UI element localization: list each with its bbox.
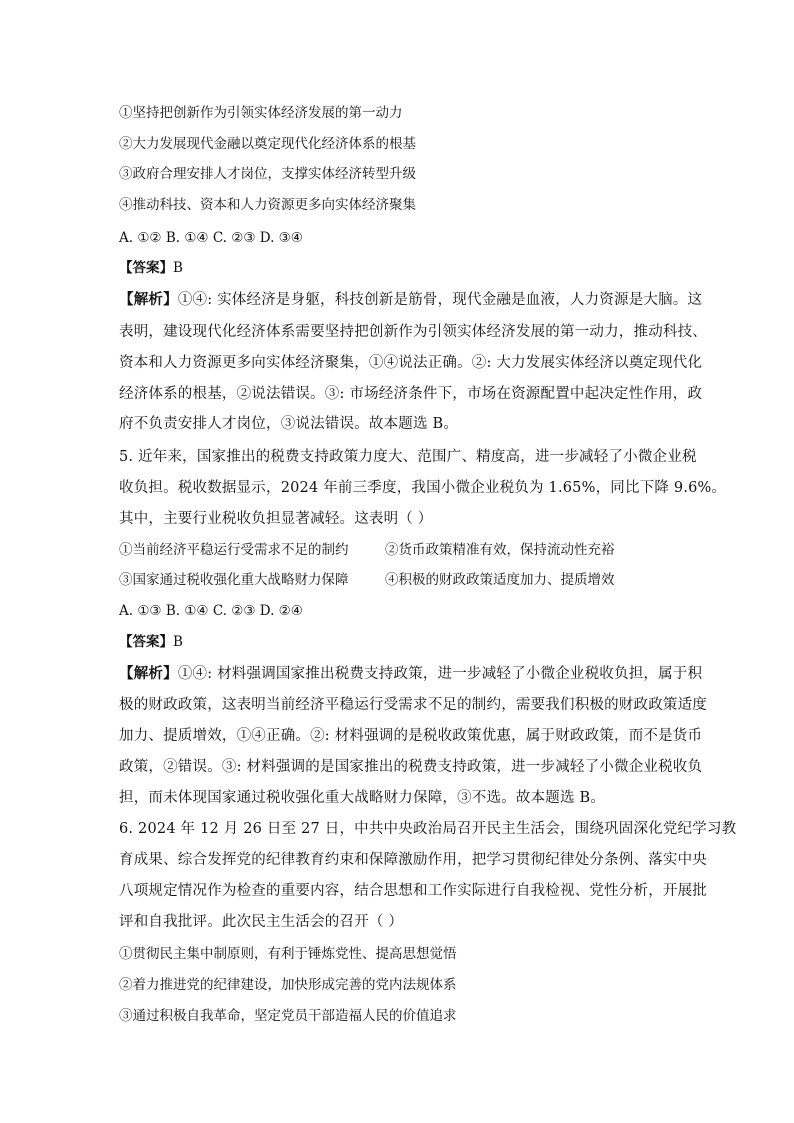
q4-analysis-line-3: 资本和人力资源更多向实体经济聚集，①④说法正确。②: 大力发展实体经济以奠定现代化	[119, 355, 703, 371]
q5-choices: A. ①③ B. ①④ C. ②③ D. ②④	[119, 603, 303, 619]
q5-stem-line-1: 5. 近年来，国家推出的税费支持政策力度大、范围广、精度高，进一步减轻了小微企业税	[119, 449, 697, 465]
q4-answer-value: B	[173, 260, 183, 276]
q5-option-row-2	[119, 570, 615, 590]
q5-answer-value: B	[173, 634, 183, 650]
q5-analysis-text-1: ①④: 材料强调国家推出税费支持政策，进一步减轻了小微企业税收负担，属于积	[177, 666, 703, 682]
q6-stem-line-1: 6. 2024 年 12 月 26 日至 27 日，中共中央政治局召开民主生活会，围绕巩固深化党纪学习教	[119, 821, 737, 837]
q6-stem-line-2: 育成果、综合发挥党的纪律教育约束和保障激励作用，把学习贯彻纪律处分条例、落实中央	[119, 852, 707, 868]
q6-stem-line-4: 评和自我批评。此次民主生活会的召开（ ）	[119, 914, 404, 930]
q5-analysis-line-5: 担，而未体现国家通过税收强化重大战略财力保障，③不选。故本题选 B。	[119, 790, 606, 806]
q5-option-3: ③国家通过税收强化重大战略财力保障	[119, 572, 349, 588]
q4-option-3: ③政府合理安排人才岗位，支撑实体经济转型升级	[119, 166, 416, 182]
q4-option-1: ①坚持把创新作为引领实体经济发展的第一动力	[119, 105, 403, 121]
q5-option-4: ④积极的财政政策适度加力、提质增效	[385, 572, 615, 588]
q5-answer-row	[119, 632, 183, 652]
q4-choices: A. ①② B. ①④ C. ②③ D. ③④	[119, 230, 303, 246]
q5-analysis-line-3: 加力、提质增效，①④正确。②: 材料强调的是税收政策优惠，属于财政政策，而不是货币	[119, 728, 703, 744]
q4-analysis-line-5: 府不负责安排人才岗位，③说法错误。故本题选 B。	[119, 416, 459, 432]
q4-analysis-line-4: 经济体系的根基，②说法错误。③: 市场经济条件下，市场在资源配置中起决定性作用，政	[119, 386, 703, 402]
q5-stem-line-2: 收负担。税收数据显示，2024 年前三季度，我国小微企业税负为 1.65%，同比下降 9.6%。	[119, 480, 727, 496]
q5-option-1: ①当前经济平稳运行受需求不足的制约	[119, 542, 349, 558]
q5-analysis-line-4: 政策，②错误。③: 材料强调的是国家推出的税费支持政策，进一步减轻了小微企业税收负	[119, 759, 703, 775]
q4-analysis-text-1: ①④: 实体经济是身躯，科技创新是筋骨，现代金融是血液，人力资源是大脑。这	[177, 292, 703, 308]
q4-option-4: ④推动科技、资本和人力资源更多向实体经济聚集	[119, 197, 416, 213]
q5-option-2: ②货币政策精准有效，保持流动性充裕	[385, 542, 615, 558]
q5-stem-line-3: 其中，主要行业税收负担显著减轻。这表明（ ）	[119, 511, 433, 527]
q5-analysis-line-1	[119, 664, 702, 684]
q6-stem-line-3: 八项规定情况作为检查的重要内容，结合思想和工作实际进行自我检视、党性分析，开展批	[119, 883, 707, 899]
q5-answer-tag: 【答案】	[119, 634, 173, 650]
q5-analysis-tag: 【解析】	[119, 665, 178, 682]
q4-analysis-line-2: 表明，建设现代化经济体系需要坚持把创新作为引领实体经济发展的第一动力，推动科技、	[119, 324, 707, 340]
q4-analysis-line-1	[119, 290, 702, 310]
q4-answer-row	[119, 258, 183, 278]
q5-option-row-1	[119, 540, 615, 560]
q4-answer-tag: 【答案】	[119, 260, 173, 276]
q4-option-2: ②大力发展现代金融以奠定现代化经济体系的根基	[119, 136, 416, 152]
q4-analysis-tag: 【解析】	[119, 291, 178, 308]
q6-option-2: ②着力推进党的纪律建设，加快形成完善的党内法规体系	[119, 977, 457, 993]
q6-option-1: ①贯彻民主集中制原则，有利于锤炼党性、提高思想觉悟	[119, 946, 457, 962]
q6-option-3: ③通过积极自我革命，坚定党员干部造福人民的价值追求	[119, 1008, 457, 1024]
q5-analysis-line-2: 极的财政政策，这表明当前经济平稳运行受需求不足的制约，需要我们积极的财政政策适度	[119, 697, 707, 713]
